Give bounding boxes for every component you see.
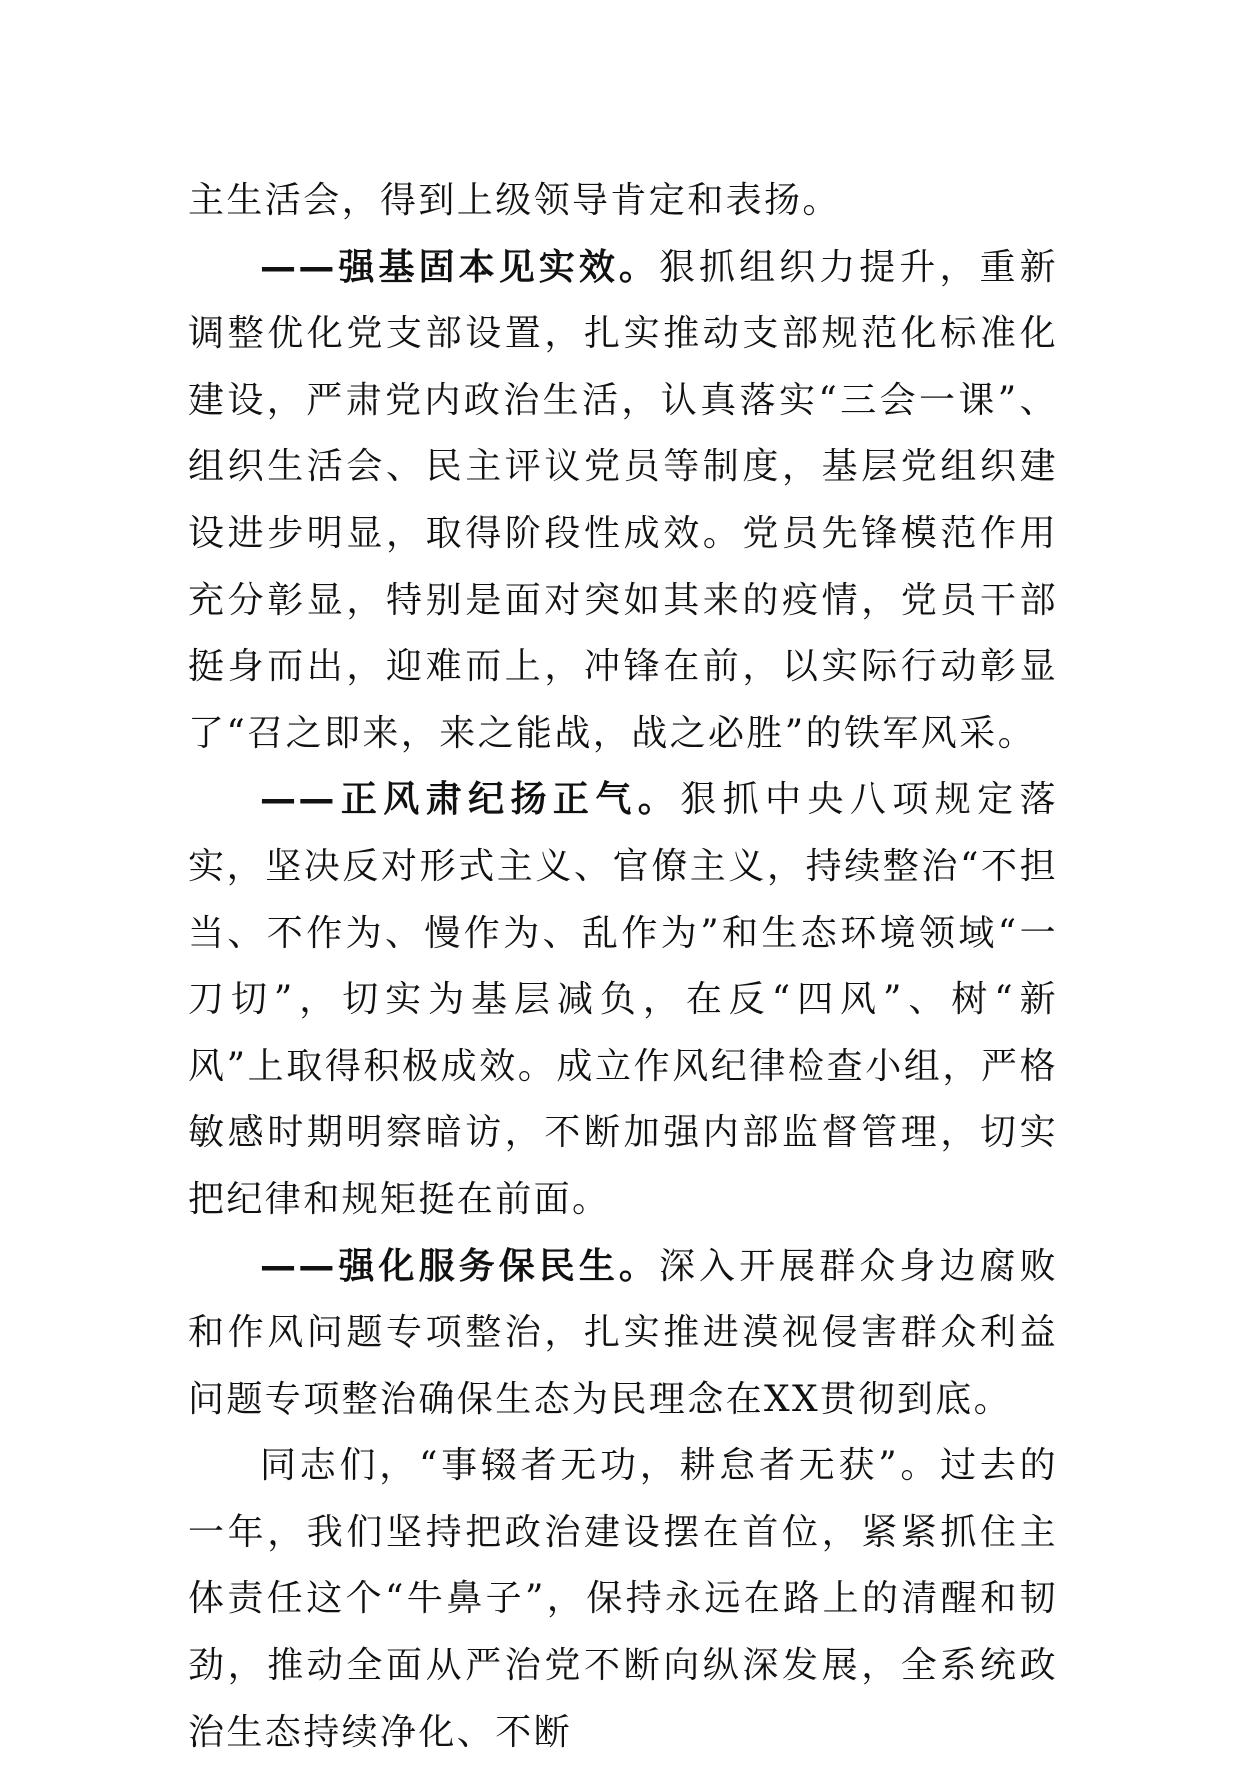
paragraph-strengthen-foundation <box>188 235 1058 768</box>
paragraph-text: 狠抓组织力提升，重新调整优化党支部设置，扎实推动支部规范化标准化建设，严肃党内政治生活，认真落实“三会一课”、组织生活会、民主评议党员等制度，基层党组织建设进步明显，取得阶段性成效。党员先锋模范作用充分彰显，特别是面对突如其来的疫情，党员干部挺身而出，迎难而上，冲锋在前，以实际行动彰显了“召之即来，来之能战，战之必胜”的铁军风采。 <box>188 246 1058 754</box>
paragraph-heading: ——强基固本见实效。 <box>260 246 659 288</box>
paragraph-continuation <box>188 168 1058 235</box>
paragraph-text: 深入开展群众身边腐败和作风问题专项整治，扎实推进漠视侵害群众利益问题专项整治确保生态为民理念在XX贯彻到底。 <box>188 1245 1058 1420</box>
paragraph-heading: ——强化服务保民生。 <box>260 1245 659 1287</box>
paragraph-summary <box>188 1433 1058 1766</box>
document-body <box>188 168 1058 1766</box>
paragraph-public-service <box>188 1234 1058 1434</box>
paragraph-discipline <box>188 767 1058 1233</box>
paragraph-text: 主生活会，得到上级领导肯定和表扬。 <box>188 180 841 221</box>
paragraph-heading: ——正风肃纪扬正气。 <box>260 779 681 821</box>
paragraph-text: 狠抓中央八项规定落实，坚决反对形式主义、官僚主义，持续整治“不担当、不作为、慢作为、乱作为”和生态环境领域“一刀切”，切实为基层减负，在反“四风”、树“新风”上取得积极成效。成立作风纪律检查小组，严格敏感时期明察暗访，不断加强内部监督管理，切实把纪律和规矩挺在前面。 <box>188 779 1058 1220</box>
paragraph-text: 同志们，“事辍者无功，耕怠者无获”。过去的一年，我们坚持把政治建设摆在首位，紧紧抓住主体责任这个“牛鼻子”，保持永远在路上的清醒和韧劲，推动全面从严治党不断向纵深发展，全系统政治生态持续净化、不断 <box>188 1445 1058 1753</box>
